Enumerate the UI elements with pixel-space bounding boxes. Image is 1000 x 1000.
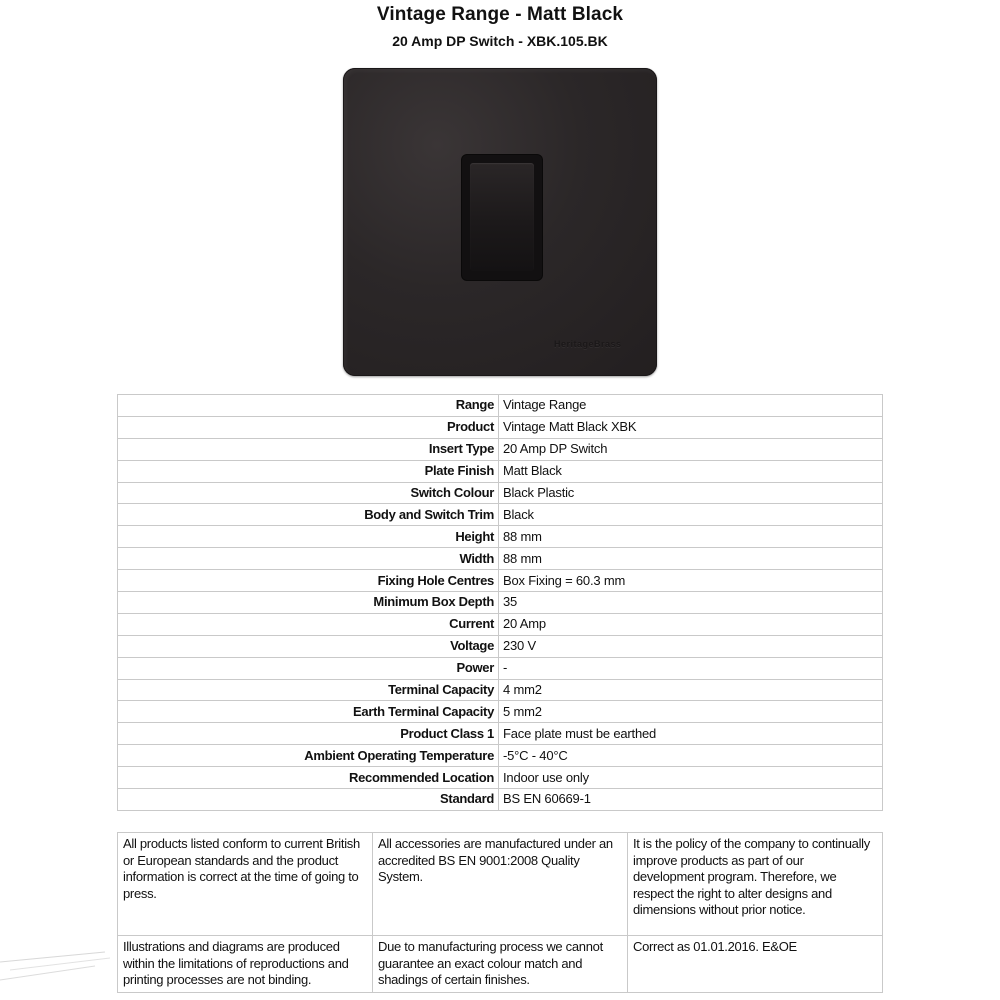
spec-row	[118, 723, 883, 745]
spec-row	[118, 438, 883, 460]
page-title: Vintage Range - Matt Black	[376, 4, 624, 25]
spec-row	[118, 679, 883, 701]
spec-row	[118, 504, 883, 526]
spec-value: BS EN 60669-1	[499, 789, 883, 811]
note-cell: Due to manufacturing process we cannot guarantee an exact colour match and shadings of certain finishes.	[373, 936, 628, 993]
spec-value: 20 Amp DP Switch	[499, 438, 883, 460]
spec-label: Height	[118, 526, 499, 548]
spec-value: -5°C - 40°C	[499, 745, 883, 767]
spec-table	[117, 394, 883, 811]
spec-label: Product	[118, 416, 499, 438]
note-cell: It is the policy of the company to continually improve products as part of our development program. Therefore, we respect the right to alter designs and dimensions without prior notice.	[628, 833, 883, 936]
spec-label: Standard	[118, 789, 499, 811]
spec-label: Ambient Operating Temperature	[118, 745, 499, 767]
spec-value: 4 mm2	[499, 679, 883, 701]
spec-label: Recommended Location	[118, 767, 499, 789]
spec-value: 88 mm	[499, 548, 883, 570]
spec-row	[118, 657, 883, 679]
spec-value: Box Fixing = 60.3 mm	[499, 570, 883, 592]
spec-label: Range	[118, 395, 499, 417]
spec-row	[118, 592, 883, 614]
spec-value: Indoor use only	[499, 767, 883, 789]
spec-value: 88 mm	[499, 526, 883, 548]
spec-row	[118, 745, 883, 767]
spec-row	[118, 767, 883, 789]
spec-row	[118, 482, 883, 504]
spec-value: Matt Black	[499, 460, 883, 482]
spec-row	[118, 613, 883, 635]
note-cell: Illustrations and diagrams are produced within the limitations of reproductions and printing processes are not binding.	[118, 936, 373, 993]
spec-value: Vintage Matt Black XBK	[499, 416, 883, 438]
spec-row	[118, 701, 883, 723]
spec-value: 35	[499, 592, 883, 614]
spec-value: Face plate must be earthed	[499, 723, 883, 745]
spec-label: Insert Type	[118, 438, 499, 460]
spec-label: Earth Terminal Capacity	[118, 701, 499, 723]
spec-value: Black Plastic	[499, 482, 883, 504]
spec-row	[118, 570, 883, 592]
decorative-streak	[0, 950, 110, 990]
spec-row	[118, 548, 883, 570]
spec-value: Vintage Range	[499, 395, 883, 417]
spec-row	[118, 460, 883, 482]
spec-row	[118, 395, 883, 417]
note-cell: All products listed conform to current British or European standards and the product information is correct at the time of going to press.	[118, 833, 373, 936]
spec-row	[118, 635, 883, 657]
notes-row	[118, 833, 883, 936]
spec-label: Switch Colour	[118, 482, 499, 504]
notes-table	[117, 832, 883, 993]
spec-row	[118, 526, 883, 548]
spec-value: 230 V	[499, 635, 883, 657]
spec-row	[118, 789, 883, 811]
brand-logo-mark: HeritageBrass	[554, 339, 622, 349]
spec-value: 5 mm2	[499, 701, 883, 723]
spec-label: Power	[118, 657, 499, 679]
switch-plate-image	[343, 68, 657, 376]
spec-label: Width	[118, 548, 499, 570]
spec-label: Current	[118, 613, 499, 635]
spec-value: -	[499, 657, 883, 679]
spec-label: Minimum Box Depth	[118, 592, 499, 614]
spec-label: Body and Switch Trim	[118, 504, 499, 526]
notes-row	[118, 936, 883, 993]
rocker-surround	[462, 155, 542, 280]
spec-row	[118, 416, 883, 438]
spec-label: Plate Finish	[118, 460, 499, 482]
spec-value: 20 Amp	[499, 613, 883, 635]
spec-value: Black	[499, 504, 883, 526]
spec-label: Fixing Hole Centres	[118, 570, 499, 592]
product-subtitle: 20 Amp DP Switch - XBK.105.BK	[392, 33, 608, 49]
spec-label: Terminal Capacity	[118, 679, 499, 701]
note-cell: All accessories are manufactured under an accredited BS EN 9001:2008 Quality System.	[373, 833, 628, 936]
rocker-switch	[470, 163, 534, 271]
spec-label: Product Class 1	[118, 723, 499, 745]
note-cell: Correct as 01.01.2016. E&OE	[628, 936, 883, 993]
spec-label: Voltage	[118, 635, 499, 657]
